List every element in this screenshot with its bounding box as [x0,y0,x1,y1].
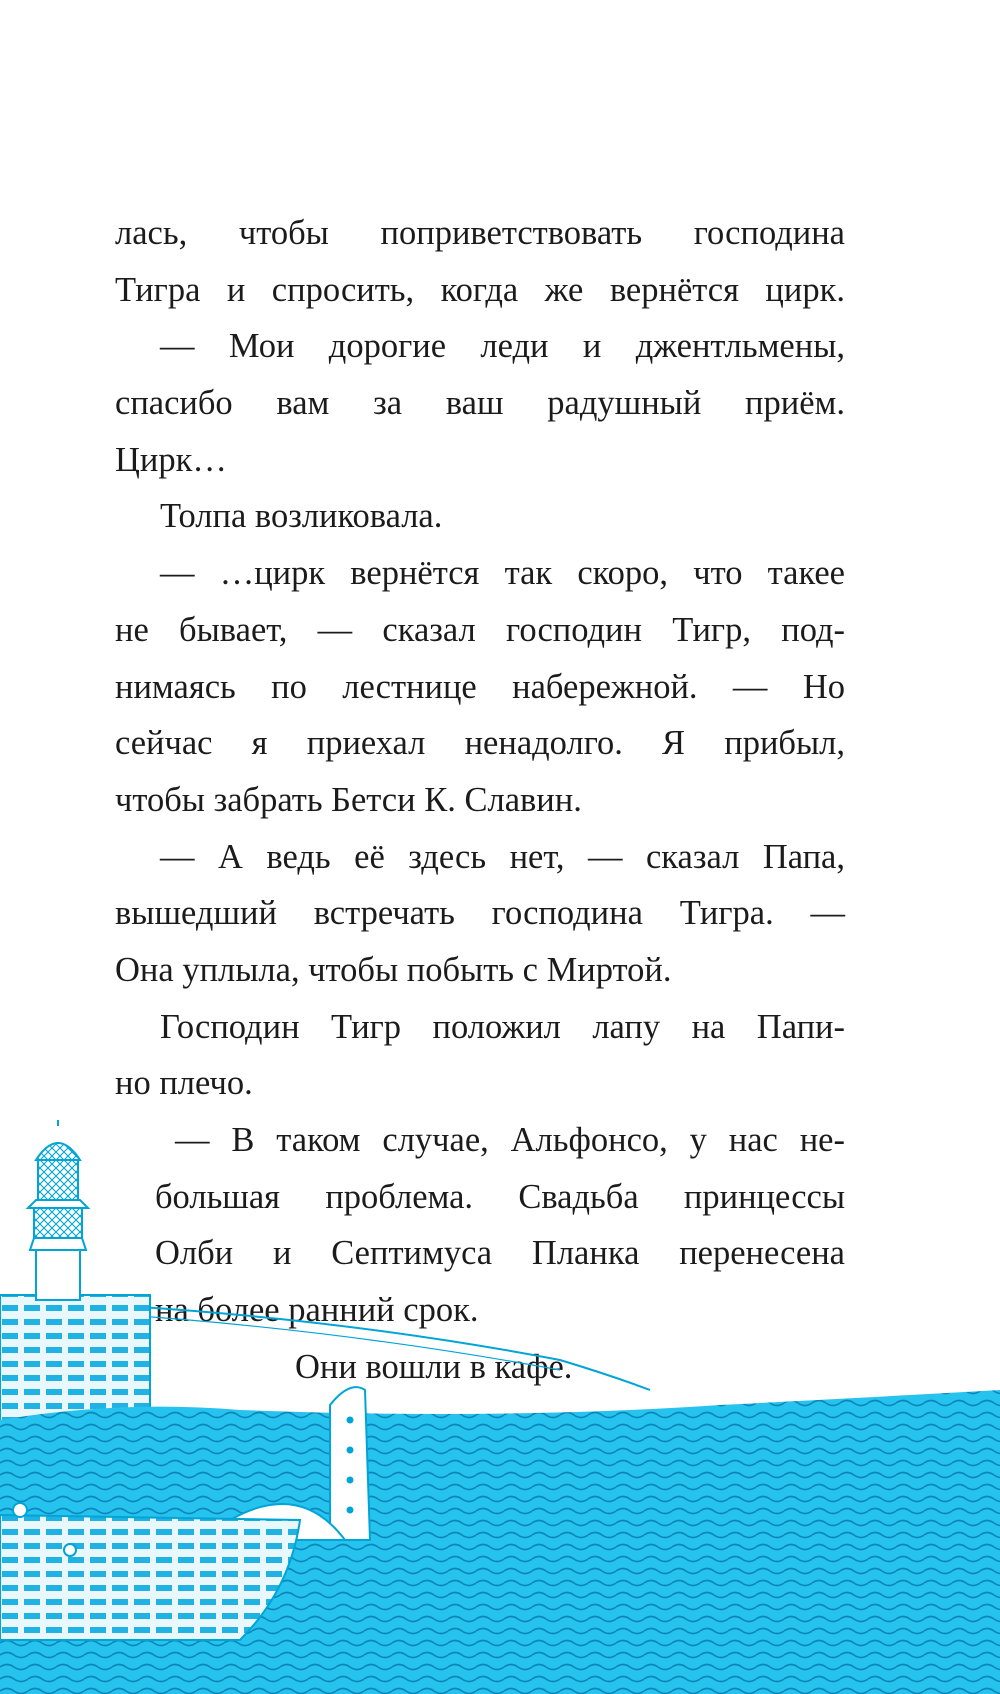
text-line: — А ведь её здесь нет, — сказал Папа, [160,837,845,876]
text-line: — …цирк вернётся так скоро, что такее [160,554,845,593]
boat-hull-icon [0,1503,300,1640]
text-line: сейчас я приехал ненадолго. Я прибыл, [115,724,845,763]
text-line: нимаясь по лестнице набережной. — Но [115,667,845,706]
text-line: чтобы забрать Бетси К. Славин. [115,780,582,819]
text-line: Цирк… [115,440,227,479]
text-line: большая проблема. Свадьба принцессы [155,1177,845,1216]
text-line: вышедший встречать господина Тигра. — [115,894,845,933]
text-line: Толпа возликовала. [160,497,443,536]
text-line: Тигра и спросить, когда же вернётся цирк. [115,270,845,309]
text-line: — Мои дорогие леди и джентльмены, [160,327,845,366]
text-line: не бывает, — сказал господин Тигр, под- [115,610,845,649]
text-line: спасибо вам за ваш радушный приём. [115,384,845,423]
text-line: — В таком случае, Альфонсо, у нас не- [175,1121,845,1159]
text-line: Господин Тигр положил лапу на Папи- [160,1007,845,1046]
text-line: Олби и Септимуса Планка перенесена [155,1234,845,1273]
text-line: Она уплыла, чтобы побыть с Миртой. [115,950,672,989]
text-line: Они вошли в кафе. [295,1347,573,1386]
illustration [0,1120,1000,1694]
text-line: на более ранний срок. [155,1291,479,1330]
lighthouse-icon [28,1120,88,1300]
text-line: лась, чтобы поприветствовать господина [115,214,845,252]
text-line: но плечо. [115,1064,253,1103]
